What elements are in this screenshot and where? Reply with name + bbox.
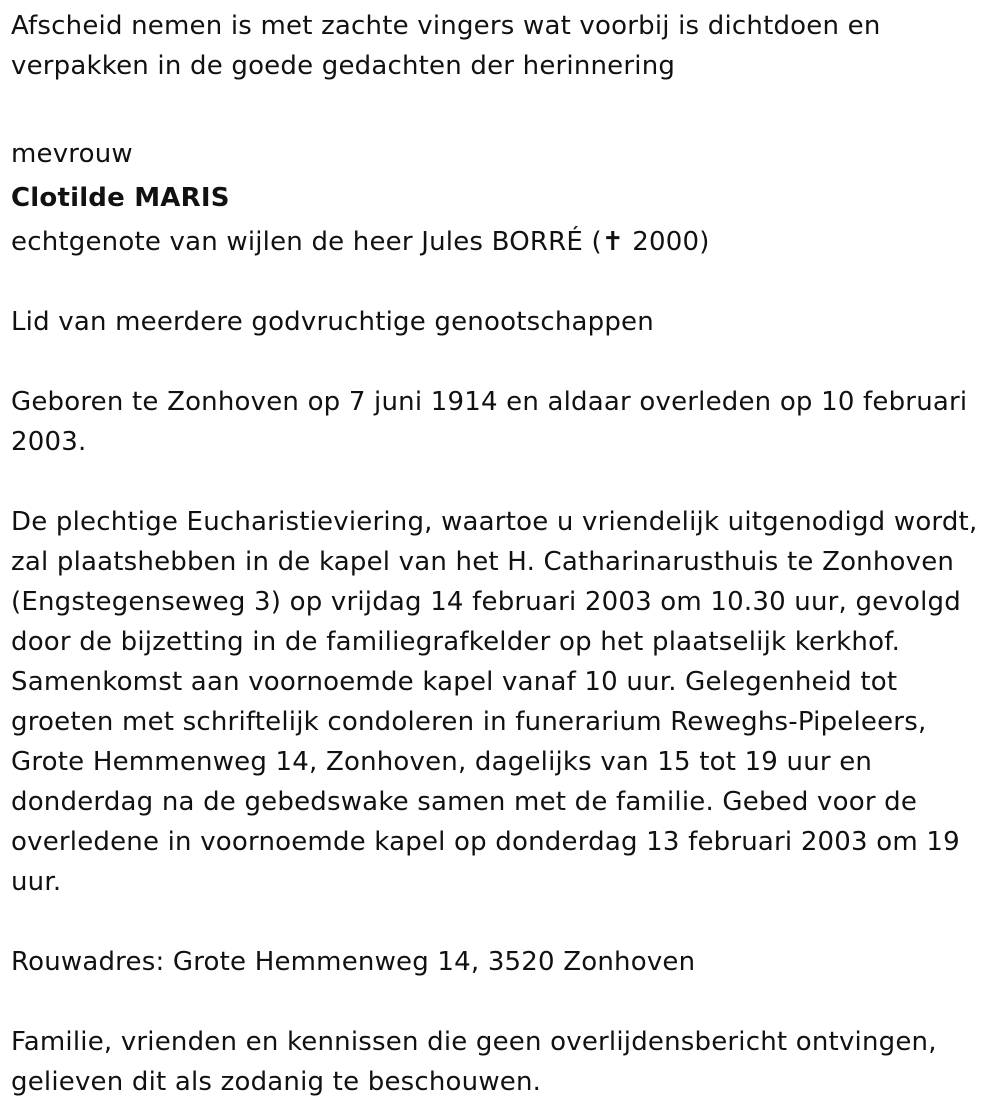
ceremony-line: donderdag na de gebedswake samen met de familie. Gebed voor de — [11, 787, 918, 817]
ceremony-paragraph — [11, 502, 991, 902]
birth-death-line: Geboren te Zonhoven op 7 juni 1914 en aldaar overleden op 10 februari — [11, 387, 968, 417]
honorific: mevrouw — [11, 139, 133, 169]
ceremony-line: De plechtige Eucharistieviering, waartoe u vriendelijk uitgenodigd wordt, — [11, 507, 978, 537]
ceremony-line: zal plaatshebben in de kapel van het H. Catharinarusthuis te Zonhoven — [11, 547, 955, 577]
closing-paragraph — [11, 1022, 991, 1102]
membership-paragraph — [11, 302, 991, 342]
closing-line: gelieven dit als zodanig te beschouwen. — [11, 1067, 542, 1097]
ceremony-line: groeten met schriftelijk condoleren in funerarium Reweghs-Pipeleers, — [11, 707, 927, 737]
quote-line: Afscheid nemen is met zachte vingers wat voorbij is dichtdoen en — [11, 11, 881, 41]
closing-line: Familie, vrienden en kennissen die geen overlijdensbericht ontvingen, — [11, 1027, 937, 1057]
deceased-heading — [11, 126, 991, 262]
ceremony-line: uur. — [11, 867, 62, 897]
ceremony-line: overledene in voornoemde kapel op donderdag 13 februari 2003 om 19 — [11, 827, 960, 857]
birth-death-line: 2003. — [11, 427, 87, 457]
deceased-name: Clotilde MARIS — [11, 183, 230, 213]
birth-death-paragraph — [11, 382, 991, 462]
ceremony-line: (Engstegenseweg 3) op vrijdag 14 februari 2003 om 10.30 uur, gevolgd — [11, 587, 961, 617]
ceremony-line: Samenkomst aan voornoemde kapel vanaf 10 uur. Gelegenheid tot — [11, 667, 898, 697]
mourning-address-line: Rouwadres: Grote Hemmenweg 14, 3520 Zonhoven — [11, 947, 696, 977]
mourning-address-paragraph — [11, 942, 991, 982]
ceremony-line: door de bijzetting in de familiegrafkelder op het plaatselijk kerkhof. — [11, 627, 901, 657]
quote-line: verpakken in de goede gedachten der herinnering — [11, 51, 676, 81]
membership-line: Lid van meerdere godvruchtige genootschappen — [11, 307, 654, 337]
spouse-line: echtgenote van wijlen de heer Jules BORRÉ (✝ 2000) — [11, 227, 710, 257]
ceremony-line: Grote Hemmenweg 14, Zonhoven, dagelijks van 15 tot 19 uur en — [11, 747, 873, 777]
opening-quote — [11, 6, 991, 86]
obituary-document — [11, 6, 991, 1102]
